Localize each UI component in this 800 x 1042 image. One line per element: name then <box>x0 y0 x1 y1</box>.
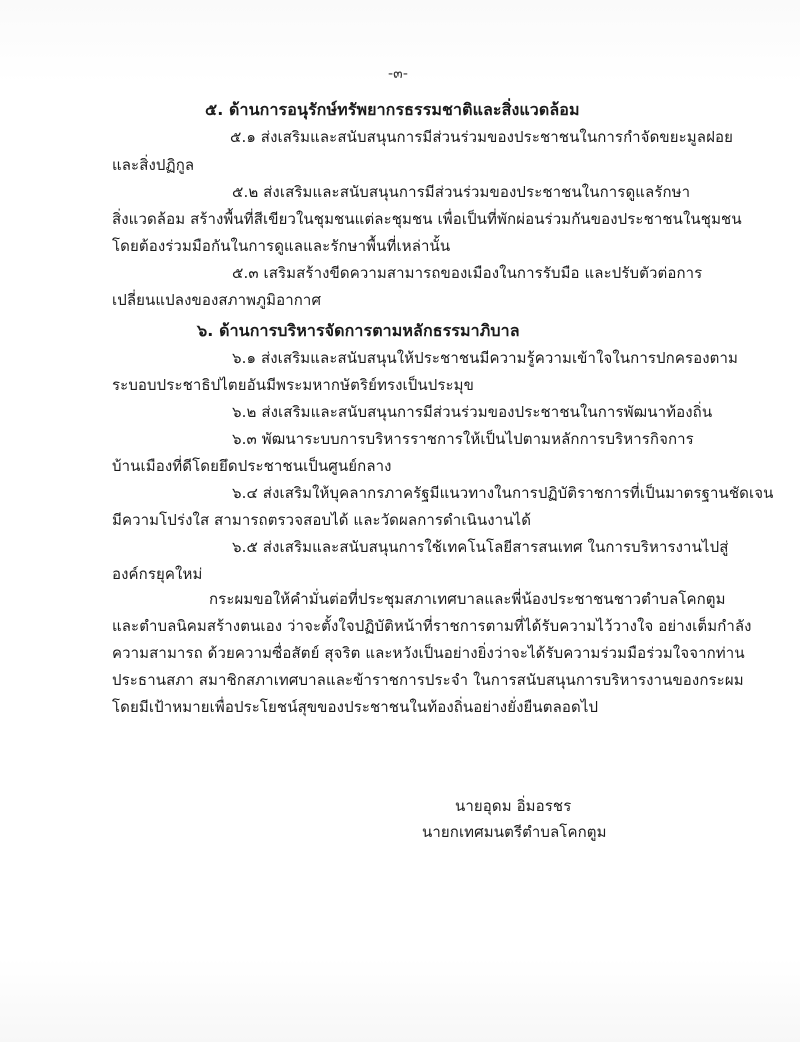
item-6-5-line-2: องค์กรยุคใหม่ <box>112 565 203 583</box>
section-6-heading: ๖. ด้านการบริหารจัดการตามหลักธรรมาภิบาล <box>197 321 520 340</box>
item-6-2-line-1: ๖.๒ ส่งเสริมและสนับสนุนการมีส่วนร่วมของประชาชนในการพัฒนาท้องถิ่น <box>232 403 713 421</box>
item-6-1-line-1: ๖.๑ ส่งเสริมและสนับสนุนให้ประชาชนมีความรู้ความเข้าใจในการปกครองตาม <box>232 349 738 367</box>
closing-line-4: ประธานสภา สมาชิกสภาเทศบาลและข้าราชการประจำ ในการสนับสนุนการบริหารงานของกระผม <box>112 671 744 689</box>
item-5-2-line-1: ๕.๒ ส่งเสริมและสนับสนุนการมีส่วนร่วมของประชาชนในการดูแลรักษา <box>232 183 691 201</box>
item-5-3-line-1: ๕.๓ เสริมสร้างขีดความสามารถของเมืองในการรับมือ และปรับตัวต่อการ <box>232 264 703 282</box>
closing-line-3: ความสามารถ ด้วยความซื่อสัตย์ สุจริต และหวังเป็นอย่างยิ่งว่าจะได้รับความร่วมมือร่วมใจจากท่าน <box>112 644 745 662</box>
item-5-3-line-2: เปลี่ยนแปลงของสภาพภูมิอากาศ <box>112 291 322 309</box>
closing-line-2: และตำบลนิคมสร้างตนเอง ว่าจะตั้งใจปฏิบัติหน้าที่ราชการตามที่ได้รับความไว้วางใจ อย่างเต็มกำลัง <box>112 617 752 635</box>
closing-line-5: โดยมีเป้าหมายเพื่อประโยชน์สุขของประชาชนในท้องถิ่นอย่างยั่งยืนตลอดไป <box>112 698 599 716</box>
item-6-4-line-2: มีความโปร่งใส สามารถตรวจสอบได้ และวัดผลการดำเนินงานได้ <box>112 511 532 529</box>
item-5-1-line-1: ๕.๑ ส่งเสริมและสนับสนุนการมีส่วนร่วมของประชาชนในการกำจัดขยะมูลฝอย <box>230 128 733 146</box>
item-6-1-line-2: ระบอบประชาธิปไตยอันมีพระมหากษัตริย์ทรงเป็นประมุข <box>112 376 475 394</box>
signature-title: นายกเทศมนตรีตำบลโคกตูม <box>422 823 607 841</box>
item-6-5-line-1: ๖.๕ ส่งเสริมและสนับสนุนการใช้เทคโนโลยีสารสนเทศ ในการบริหารงานไปสู่ <box>232 538 729 556</box>
item-6-4-line-1: ๖.๔ ส่งเสริมให้บุคลากรภาครัฐมีแนวทางในการปฏิบัติราชการที่เป็นมาตรฐานชัดเจน <box>232 484 774 502</box>
item-5-2-line-3: โดยต้องร่วมมือกันในการดูแลและรักษาพื้นที่เหล่านั้น <box>112 237 451 255</box>
signature-name: นายอุดม อิ่มอรชร <box>455 797 572 815</box>
item-5-2-line-2: สิ่งแวดล้อม สร้างพื้นที่สีเขียวในชุมชนแต่ละชุมชน เพื่อเป็นที่พักผ่อนร่วมกันของประชาชนในชุมชน <box>112 210 742 228</box>
item-6-3-line-1: ๖.๓ พัฒนาระบบการบริหารราชการให้เป็นไปตามหลักการบริหารกิจการ <box>232 430 694 448</box>
closing-line-1: กระผมขอให้คำมั่นต่อที่ประชุมสภาเทศบาลและพี่น้องประชาชนชาวตำบลโคกตูม <box>209 590 726 608</box>
item-6-3-line-2: บ้านเมืองที่ดีโดยยึดประชาชนเป็นศูนย์กลาง <box>112 457 392 475</box>
page-number: -๓- <box>388 66 408 82</box>
item-5-1-line-2: และสิ่งปฏิกูล <box>112 156 195 174</box>
section-5-heading: ๕. ด้านการอนุรักษ์ทรัพยากรธรรมชาติและสิ่งแวดล้อม <box>205 100 580 119</box>
